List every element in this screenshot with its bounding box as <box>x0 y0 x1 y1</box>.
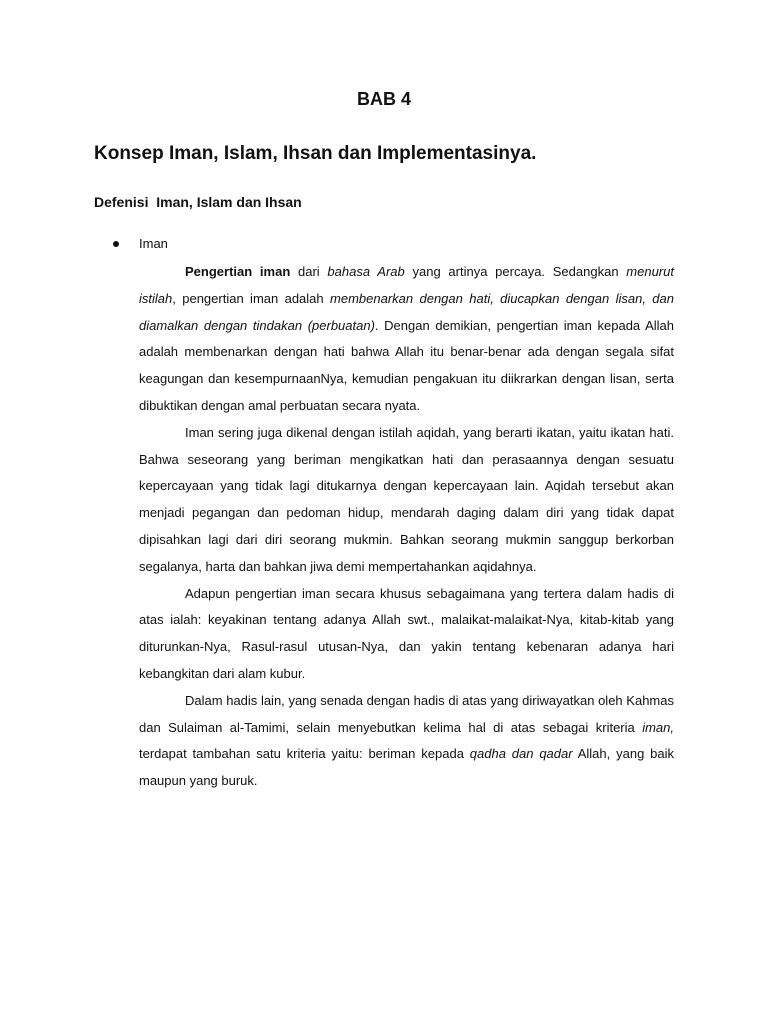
body-text <box>139 259 674 795</box>
text-segment: terdapat tambahan satu kriteria yaitu: beriman kepada <box>139 746 470 762</box>
chapter-heading: BAB 4 <box>356 89 411 109</box>
text-segment: yang artinya percaya. Sedangkan <box>404 264 627 279</box>
section-heading: Defenisi Iman, Islam dan Ihsan <box>94 194 302 210</box>
text-segment: Dalam hadis lain, yang senada dengan hadis di atas yang diriwayatkan oleh Kahmas dan Sulaiman al-Tamimi, selain menyebutkan kelima hal di atas sebagai kriteria <box>139 692 674 735</box>
paragraph <box>139 259 674 420</box>
text-segment: membenarkan dengan hati, diucapkan dengan lisan, dan diamalkan dengan tindakan (perbuatan) <box>139 290 674 333</box>
paragraph <box>139 420 674 581</box>
text-segment: iman, <box>642 719 674 735</box>
paragraph <box>139 581 674 688</box>
text-segment: Allah, yang baik maupun yang buruk. <box>139 746 674 789</box>
text-segment: dari <box>290 264 328 279</box>
text-segment: Pengertian iman <box>185 264 291 279</box>
paragraph <box>139 688 674 795</box>
text-segment: . Dengan demikian, pengertian iman kepada Allah adalah membenarkan dengan hati bahwa Allah itu benar-benar ada dengan segala sifat keagungan dan kesempurnaanNya, kemudian pengakuan itu diikrarkan dengan lisan, serta dibuktikan dengan amal perbuatan secara nyata. <box>139 317 674 413</box>
text-segment: , pengertian iman adalah <box>172 290 331 306</box>
text-segment: bahasa Arab <box>327 264 405 279</box>
text-segment: Adapun pengertian iman secara khusus sebagaimana yang tertera dalam hadis di atas ialah: keyakinan tentang adanya Allah swt., malaikat-malaikat-Nya, kitab-kitab yang diturunkan-Nya, Rasul-rasul utusan-Nya, dan yakin tentang kebenaran adanya hari kebangkitan dari alam kubur. <box>139 585 674 681</box>
text-segment: qadha dan qadar <box>469 746 573 762</box>
bullet-icon <box>113 241 119 247</box>
text-segment: Iman sering juga dikenal dengan istilah aqidah, yang berarti ikatan, yaitu ikatan hati. Bahwa seseorang yang beriman mengikatkan hati dan perasaannya dengan sesuatu kepercayaan yang tidak lagi ditukarnya dengan kepercayaan lain. Aqidah tersebut akan menjadi pegangan dan pedoman hidup, mendarah daging dalam diri yang tidak dapat dipisahkan lagi dari diri seorang mukmin. Bahkan seorang mukmin sanggup berkorban segalanya, harta dan bahkan jiwa demi mempertahankan aqidahnya. <box>139 424 674 574</box>
page-title: Konsep Iman, Islam, Ihsan dan Implementasinya. <box>94 143 537 164</box>
text-segment: menurut istilah <box>139 264 674 306</box>
bullet-label: Iman <box>139 236 168 251</box>
